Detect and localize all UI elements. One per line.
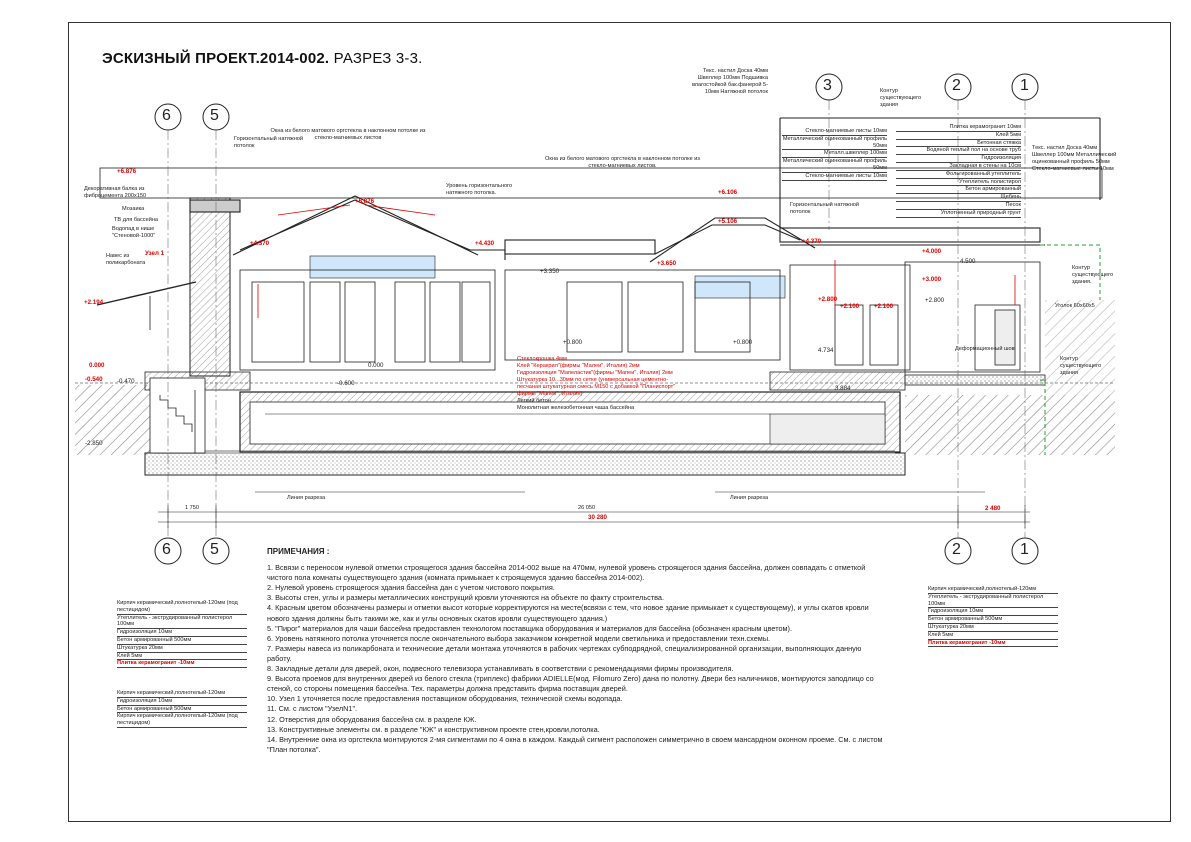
stack-row: Гидроизоляция [896,155,1021,163]
callout-window-high: Окна из белого матового оргстекла в наклонном потолке из стекло-магниевых листов [270,128,426,141]
note-item: 6. Уровень натяжного потолка уточняется после окончательного выбора заказчиком конкретной модели светильника и предоставлении техн.схемы. [267,633,771,643]
callout-contour-existing: Контур существующего здания [880,88,922,108]
elev-minus600: -0.600 [337,380,355,387]
roof-glass [310,256,785,298]
polycarbonate-canopy [97,282,196,330]
note-item: 7. Размеры навеса из поликарбоната и технические детали монтажа уточняются в рабочих чертежах субподрядной, специализированной организации, выполняющих данную работу. [267,643,862,663]
elev-000b: 0.000 [368,362,384,369]
dim-left: 1 750 [185,505,199,511]
elev-2100-a: +2.100 [840,303,860,310]
callout-horizontal-ceiling-right: Горизонтальный натяжной потолок [790,202,860,215]
stack-row: Уплотненный природный грунт [896,210,1021,218]
note-item: 11. См. с листом "УзелN1". [267,704,358,714]
mid-right-material-stack [782,128,887,181]
stack-row: Песок [896,202,1021,210]
elev-6876: +6.876 [117,168,137,175]
title-main: ЭСКИЗНЫЙ ПРОЕКТ.2014-002. [102,50,330,67]
stack-row: Водяной теплый пол на основе труб [896,147,1021,155]
cut-line-right: Линия разреза [730,495,769,501]
elev-2800-b: +2.800 [925,297,945,304]
stack-row: Гидроизоляция 10мм [117,629,247,637]
stack-row: Гидроизоляция 10мм [117,698,247,706]
stack-row: Кирпич керамический,полнотелый-120мм [117,690,247,698]
note-item: 9. Высота проемов для внутренних дверей из белого стекла (триплекс) фабрики ADIELLE(мод. Filomuro Zero) дана по полотну. Двери без наличников, монтируются заподлицо со стеной, со стороны помещения бассейна. Тех. параметры должна представить фирма поставщик дверей. [267,674,874,694]
axis-label-bottom-1: 1 [1020,541,1029,558]
notes-block [267,547,887,755]
stack-row: Кирпич керамический,полнотелый-120мм (под пестицидом) [117,600,247,615]
callout-window-mid: Окна из белого матового оргстекла в наклонном потолке из стекло-магниевых листов. [545,156,700,169]
stack-row: Клей 5мм [896,132,1021,140]
stack-row: Утеплитель полистирол [896,179,1021,187]
elev-4370-b: +4.370 [802,238,822,245]
stack-row: Плитка керамогранит 10мм [896,124,1021,132]
elev-2194: +2.194 [84,299,104,306]
stack-row: Плитка керамогранит -10мм [117,660,247,668]
stack-row: Клей 5мм [928,632,1058,640]
note-item: 4. Красным цветом обозначены размеры и отметки высот которые корректируются на месте(всвязи с тем, что новое здание примыкает к существующему), и углы скатов кровли нового здания должны быть такими же, как и углы основных скатов кровли существующего здания.) [267,603,869,623]
dim-mid: 26 050 [578,505,596,511]
left-material-stack [117,600,247,668]
stack-row: Металл.швеллер 100мм [782,150,887,158]
elev-3650: +3.650 [657,260,677,267]
callout-deform-joint: Деформационный шов [955,346,1015,352]
callout-ceiling-level: Уровень горизонтального натяжного потолка. [446,183,513,196]
callout-contour-existing-right: Контур существующего здания. [1072,265,1114,285]
elev-3000: +3.000 [922,276,942,283]
callout-contour-existing-bottom: Контур существующего здания [1060,356,1102,376]
callout-corner: Уголок 60х60х5 [1055,303,1095,309]
stack-row: Плитка керамогранит -10мм [928,640,1058,648]
pool-layer: Монолитная железобетонная чаша бассейна [517,405,635,411]
axis-label-bottom-6: 6 [162,541,171,558]
stack-row: Штукатурка 20мм [117,645,247,653]
pool-layer: Гидроизоляция "Мапеластик"(фирмы "Мапеи", Италия) 2мм [517,370,673,376]
stack-row: Стекло-магниевые листы 10мм [782,128,887,136]
cut-line-left: Линия разреза [287,495,326,501]
axis-label-top-2: 2 [952,77,961,94]
stack-row: Фольгированный утеплитель [896,171,1021,179]
elev-3350: +3.350 [540,268,560,275]
axis-label-bottom-5: 5 [210,541,219,558]
axis-label-top-3: 3 [823,77,832,94]
stack-row: Бетон армированный [896,186,1021,194]
dim-4500: 4.500 [960,258,976,265]
elev-6106: +6.106 [718,189,738,196]
callout-reference-right: Текс. настил Доска 40мм Швеллер 100мм Металлический оцинкованный профиль 50мм Стекло-магниевые листы 10мм [1032,145,1117,172]
callout-horizontal-ceiling: Горизонтальный натяжной потолок [234,136,304,149]
stack-row: Металлический оцинкованный профиль 50мм [782,158,887,171]
pool-layer: Клей "Керакрил"(фирмы "Малеи", Италия) 2мм [517,363,640,369]
right-material-stack [928,586,1058,647]
elev-4430: +4.430 [475,240,495,247]
stack-row: Стекло-магниевые листы 10мм [782,173,887,181]
note-item: 2. Нулевой уровень строящегося здания бассейна дан с учетом чистового покрытия. [267,583,555,593]
elev-5876: +5.876 [355,198,375,205]
elev-minus540: -0.540 [85,376,103,383]
note-item: 10. Узел 1 уточняется после предоставления поставщиком оборудования, технической схемы водопада. [267,694,623,704]
elev-2100-b: +2.100 [874,303,894,310]
elev-minus2850: -2.850 [85,440,103,447]
title-sub: РАЗРЕЗ 3-3. [329,50,423,67]
stack-row: Кирпич керамический,полнотелый-120мм [928,586,1058,594]
dim-total: 30 280 [588,514,607,521]
axis-label-top-5: 5 [210,107,219,124]
note-item: 12. Отверстия для оборудования бассейна см. в разделе КЖ. [267,714,477,724]
callout-reference-top: Текс. настил Доска 40мм Швеллер 100мм Подшивка влагостойкой бак.фанерой 5-10мм Натяжной потолок [691,68,768,95]
pool-layers [517,356,692,412]
callout-mosaic: Мозаика [122,206,145,212]
left-material-stack-2 [117,690,247,728]
elev-4000: +4.000 [922,248,942,255]
dim-3884: 3.884 [835,385,851,392]
callout-waterfall: Водопад в нише "Стеновой-1000" [112,226,156,239]
elev-2800: +2.800 [818,296,838,303]
elev-0000: 0.000 [89,362,105,369]
axis-label-bottom-2: 2 [952,541,961,558]
note-item: 5. "Пирог" материалов для чаши бассейна предоставлен технологом поставщика оборудования и материалов для бассейна (обозначен красным цветом). [267,623,793,633]
elev-0800-a: +0.800 [563,339,583,346]
dim-right: 2 480 [985,505,1001,512]
elev-5106: +5.106 [718,218,738,225]
note-item: 8. Закладные детали для дверей, окон, подвесного телевизора устанавливать в соответствии с рекомендациями фирмы производителя. [267,664,734,674]
dim-4734: 4.734 [818,347,834,354]
callout-decor-beam: Декоративная балка из фиброцемента 200х150 [84,186,147,199]
pool-layer: Легкий бетон [517,398,551,404]
notes-header: ПРИМЕЧАНИЯ : [267,547,330,556]
note-item: 13. Конструктивные элементы см. в разделе "КЖ" и конструктивном проекте стен,кровли,потолка. [267,724,600,734]
callout-node1: Узел 1 [145,250,165,257]
stack-row: Утеплитель - экструдированный полистерол 100мм [117,615,247,630]
stack-row: Бетонная стяжка [896,140,1021,148]
stack-row: Закладная в стены на 10см [896,163,1021,171]
pool-layer: Штукатурка 10...30мм по сетке (универсальная цементно-песчаная штукатурная смесь М150 с добавкой "Планиспорт" фирмы "Мапеи", Италия) [517,377,676,397]
elev-minus470: -0.470 [117,378,135,385]
callout-tv: ТВ для бассейна [114,217,159,223]
stack-row: Штукатурка 20мм [928,624,1058,632]
top-right-material-stack [896,124,1021,218]
stack-row: Бетон армированный 500мм [928,616,1058,624]
elev-0800-b: +0.800 [733,339,753,346]
callout-canopy: Навес из поликарбоната [106,253,146,266]
stack-row: Металлический оцинкованный профиль 50мм [782,135,887,149]
stack-row: Щебень [896,194,1021,202]
stack-row: Бетон армированный 500мм [117,706,247,714]
stack-row: Гидроизоляция 10мм [928,608,1058,616]
stack-row: Кирпич керамический,полнотелый-120мм (под пестицидом) [117,713,247,728]
axis-label-top-1: 1 [1020,77,1029,94]
stack-row: Клей 5мм [117,653,247,661]
note-item: 14. Внутренние окна из оргстекла монтируются 2-мя сигментами по 4 окна в каждом. Каждый сигмент расположен симметрично в своем мансардном оконном проеме. См. с листом "План потолка". [267,734,883,754]
elev-4370-a: +4.370 [250,240,270,247]
axis-label-top-6: 6 [162,107,171,124]
note-item: 1. Всвязи с переносом нулевой отметки строящегося здания бассейна 2014-002 выше на 470мм, нулевой уровень строящегося здания бассейна, должен совпадать с отметкой чистого пола комнаты существующего здания (комната примыкает к строящемуся зданию бассейна 2014-002). [267,563,866,583]
note-item: 3. Высоты стен, углы и размеры металлических конструкций кровли уточняются на объекте по факту строительства. [267,593,664,603]
stack-row: Бетон армированный 500мм [117,637,247,645]
foundation-slab [145,450,905,475]
pool-layer: Стеклокрошка 4мм [517,356,567,362]
stack-row: Утеплитель - экструдированный полистерол 100мм [928,594,1058,609]
